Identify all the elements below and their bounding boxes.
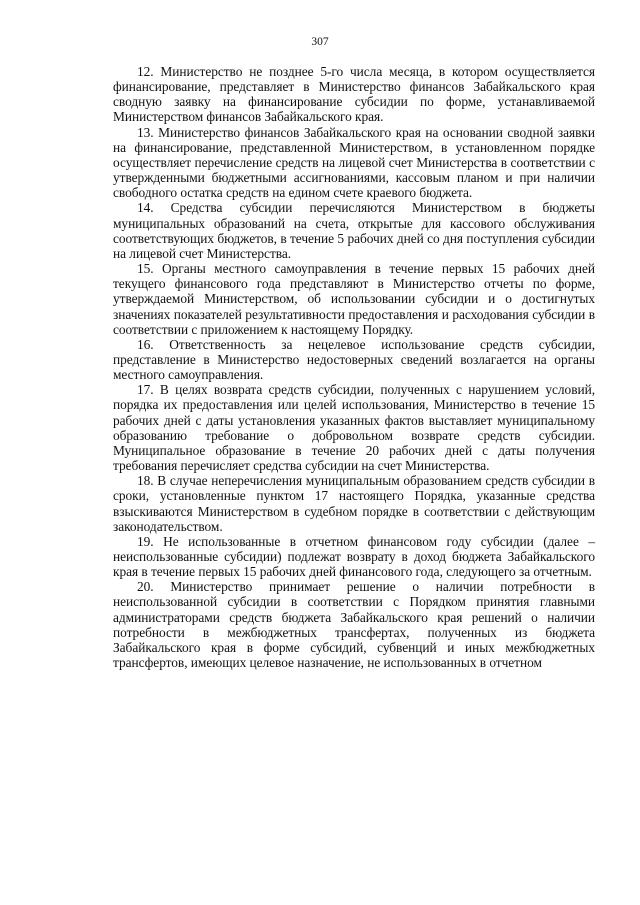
paragraph-15: 15. Органы местного самоуправления в течение первых 15 рабочих дней текущего финансового года представляют в Министерство отчеты по форме, утверждаемой Министерством, об использовании субсидии и о достигнутых значениях показателей результативности предоставления и расходования субсидии в соответствии с приложением к настоящему Порядку. [113, 261, 595, 337]
paragraph-20: 20. Министерство принимает решение о наличии потребности в неиспользованной субсидии в соответствии с Порядком принятия главными администраторами средств бюджета Забайкальского края решений о наличии потребности в межбюджетных трансфертах, полученных из бюджета Забайкальского края в форме субсидий, субвенций и иных межбюджетных трансфертов, имеющих целевое назначение, не использованных в отчетном [113, 579, 595, 671]
paragraph-13: 13. Министерство финансов Забайкальского края на основании сводной заявки на финансирование, представленной Министерством, в установленном порядке осуществляет перечисление средств на лицевой счет Министерства в соответствии с утвержденными бюджетными ассигнованиями, кассовым планом и при наличии свободного остатка средств на едином счете краевого бюджета. [113, 124, 595, 201]
paragraph-12: 12. Министерство не позднее 5-го числа месяца, в котором осуществляется финансирование, представляет в Министерство финансов Забайкальского края сводную заявку на финансирование субсидии по форме, устанавливаемой Министерством финансов Забайкальского края. [113, 64, 595, 125]
paragraph-14: 14. Средства субсидии перечисляются Министерством в бюджеты муниципальных образований на счета, открытые для кассового обслуживания соответствующих бюджетов, в течение 5 рабочих дней со дня поступления субсидии на лицевой счет Министерства. [113, 200, 595, 261]
document-body [113, 64, 595, 670]
page-number: 307 [311, 36, 329, 48]
paragraph-16: 16. Ответственность за нецелевое использование средств субсидии, представление в Министерство недостоверных сведений возлагается на органы местного самоуправления. [113, 336, 595, 383]
paragraph-19: 19. Не использованные в отчетном финансовом году субсидии (далее – неиспользованные субсидии) подлежат возврату в доход бюджета Забайкальского края в течение первых 15 рабочих дней финансового года, следующего за отчетным. [113, 533, 595, 580]
paragraph-17: 17. В целях возврата средств субсидии, полученных с нарушением условий, порядка их предоставления или целей использования, Министерство в течение 15 рабочих дней с даты установления указанных фактов выставляет муниципальному образованию требование о добровольном возврате средств субсидии. Муниципальное образование в течение 20 рабочих дней с даты получения требования перечисляет средства субсидии на счет Министерства. [113, 382, 595, 474]
paragraph-18: 18. В случае неперечисления муниципальным образованием средств субсидии в сроки, установленные пунктом 17 настоящего Порядка, указанные средства взыскиваются Министерством в судебном порядке в соответствии с действующим законодательством. [113, 473, 595, 534]
